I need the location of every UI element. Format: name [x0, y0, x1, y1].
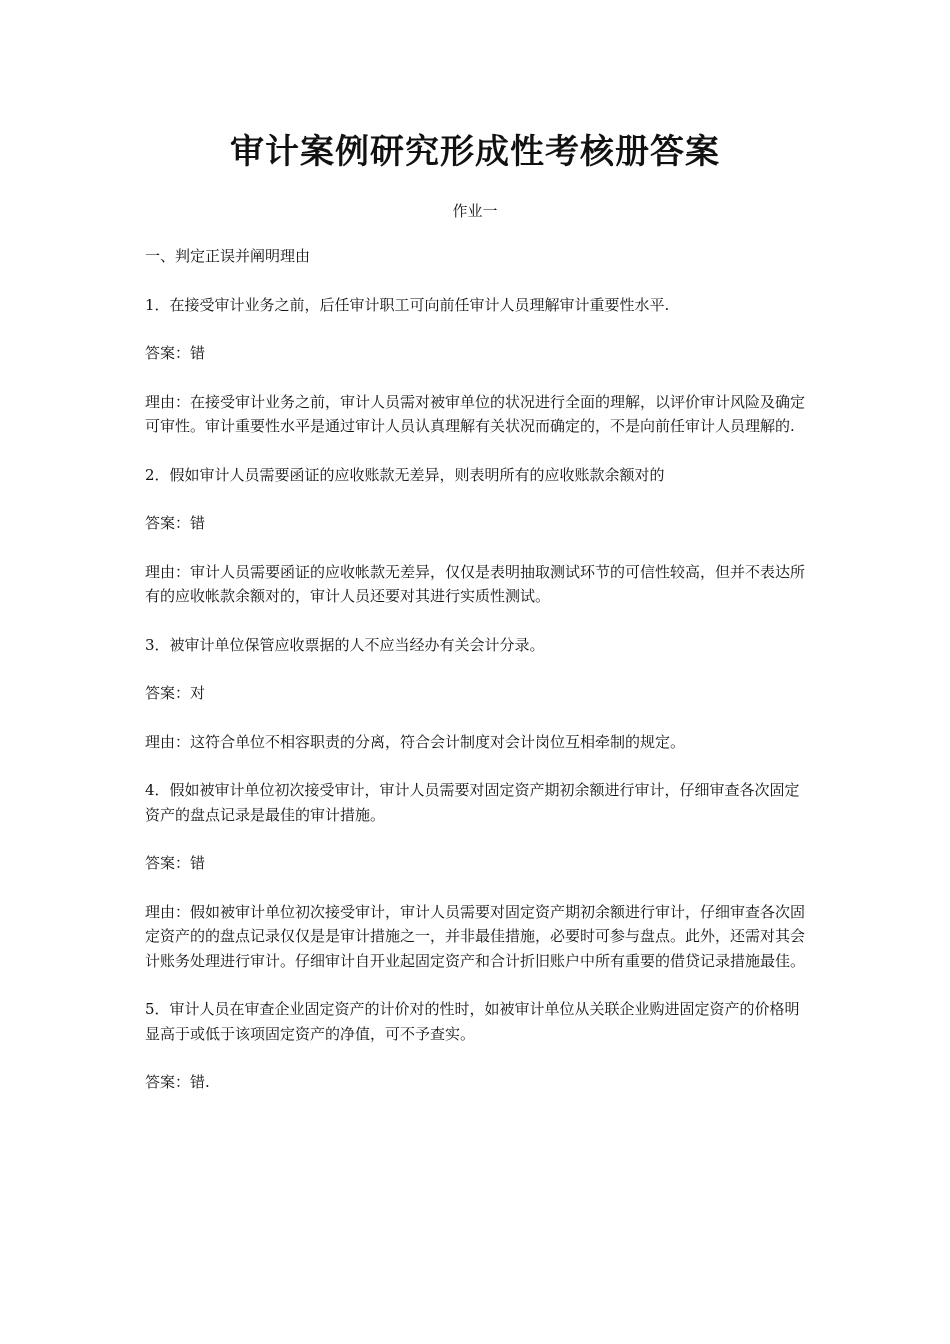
answer-5: 答案：错. — [145, 1073, 210, 1091]
section-heading: 一、判定正误并阐明理由 — [145, 247, 311, 265]
answer-2: 答案：错 — [145, 514, 206, 532]
reason-4: 理由：假如被审计单位初次接受审计，审计人员需要对固定资产期初余额进行审计，仔细审查各次固定资产的的盘点记录仅仅是是审计措施之一，并非最佳措施，必要时可参与盘点。此外，还需对其会计账务处理进行审计。仔细审计自开业起固定资产和合计折旧账户中所有重要的借贷记录措施最佳。 — [145, 902, 806, 970]
question-4: 4．假如被审计单位初次接受审计，审计人员需要对固定资产期初余额进行审计，仔细审查各次固定资产的盘点记录是最佳的审计措施。 — [145, 781, 800, 824]
question-3: 3．被审计单位保管应收票据的人不应当经办有关会计分录。 — [145, 635, 545, 654]
question-5: 5．审计人员在审查企业固定资产的计价对的性时，如被审计单位从关联企业购进固定资产的价格明显高于或低于该项固定资产的净值，可不予查实。 — [145, 1000, 800, 1043]
assignment-subtitle: 作业一 — [452, 202, 498, 220]
document-body — [145, 244, 811, 1119]
question-1: 1．在接受审计业务之前，后任审计职工可向前任审计人员理解审计重要性水平. — [145, 295, 670, 314]
answer-1: 答案：错 — [145, 344, 206, 362]
reason-1: 理由：在接受审计业务之前，审计人员需对被审单位的状况进行全面的理解，以评价审计风险及确定可审性。审计重要性水平是通过审计人员认真理解有关状况而确定的，不是向前任审计人员理解的. — [145, 392, 806, 435]
answer-4: 答案：错 — [145, 854, 206, 872]
document-title: 审计案例研究形成性考核册答案 — [230, 132, 720, 172]
reason-2: 理由：审计人员需要函证的应收帐款无差异，仅仅是表明抽取测试环节的可信性较高，但并不表达所有的应收帐款余额对的，审计人员还要对其进行实质性测试。 — [145, 562, 806, 605]
reason-3: 理由：这符合单位不相容职责的分离，符合会计制度对会计岗位互相牵制的规定。 — [145, 732, 686, 751]
answer-3: 答案：对 — [145, 684, 206, 702]
question-2: 2．假如审计人员需要函证的应收账款无差异，则表明所有的应收账款余额对的 — [145, 465, 665, 484]
